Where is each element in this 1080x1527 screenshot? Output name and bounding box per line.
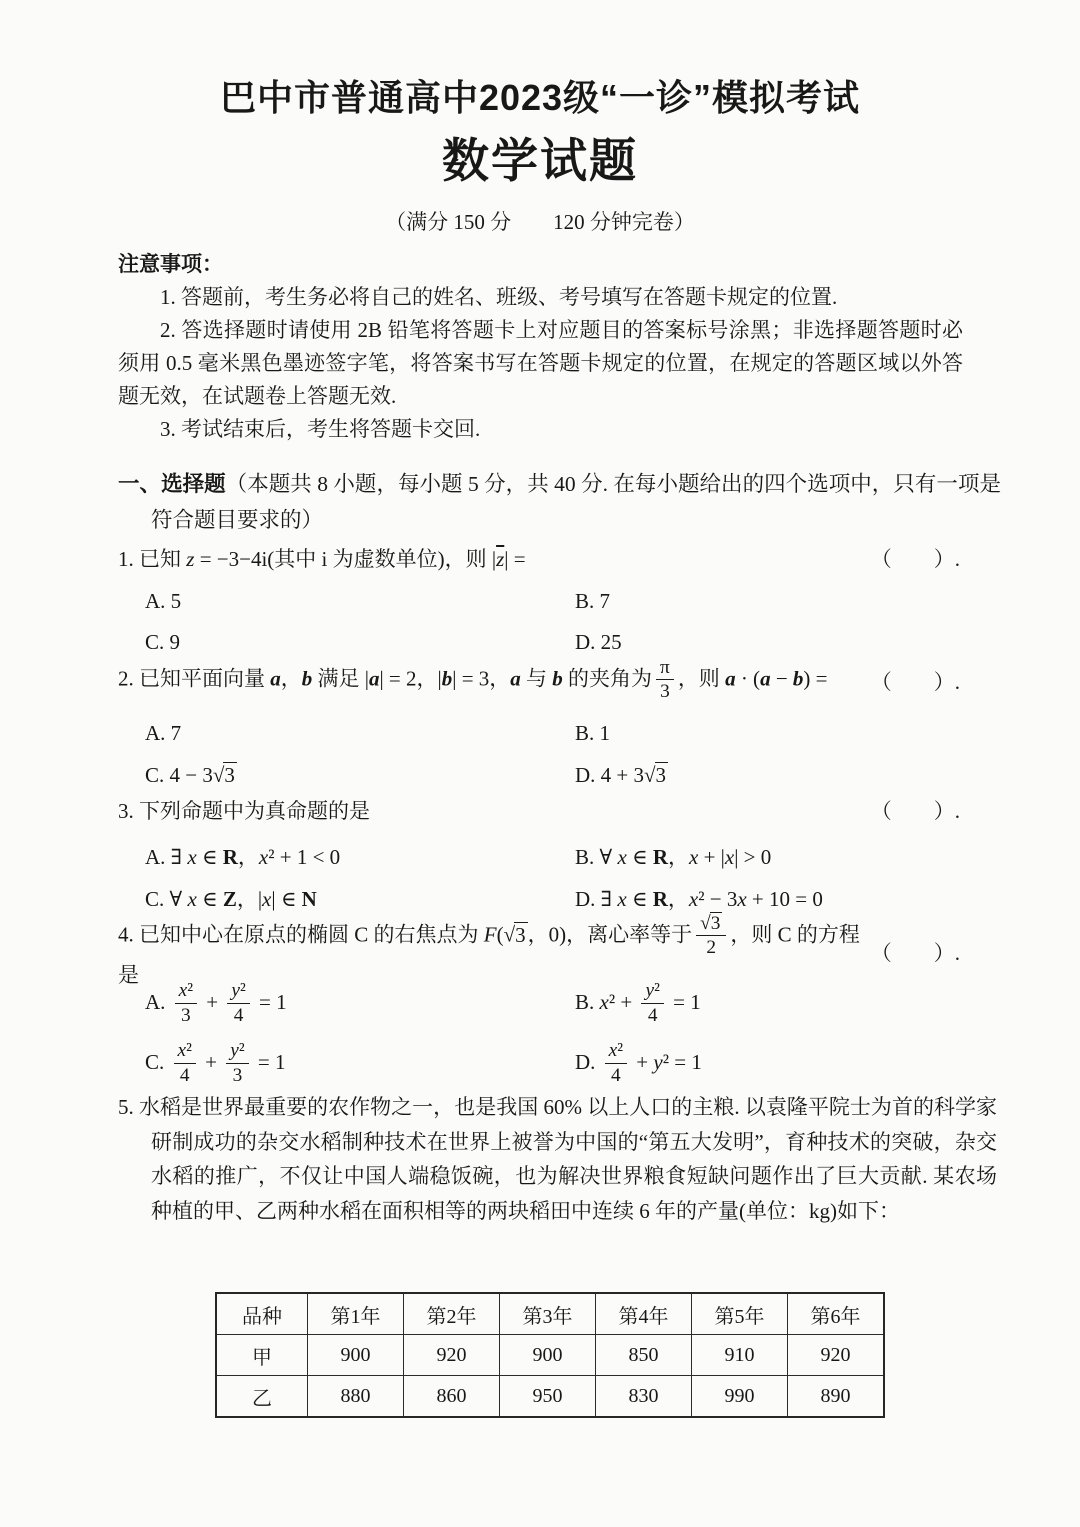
radical-icon: √ (644, 763, 655, 787)
question-3-option-d: D. ∃ x ∈ R，x² − 3x + 10 = 0 (575, 887, 823, 911)
table-header-cell: 第5年 (692, 1293, 788, 1335)
denominator: 3 (181, 1004, 191, 1026)
fraction (656, 657, 674, 702)
question-2-option-b: B. 1 (575, 721, 611, 745)
italic-variable: z (186, 547, 195, 571)
denominator: 4 (179, 1064, 190, 1086)
italic-variable: x (599, 990, 609, 1014)
question-4-option-d: D. $\frac{\text{x²}}{4}$ + y² = 1 (575, 1040, 702, 1086)
notice-item-3: 3. 考试结束后，考生将答题卡交回. (160, 417, 481, 441)
italic-variable: y (230, 1040, 239, 1062)
question-3-option-b: B. ∀ x ∈ R，x + |x| > 0 (575, 845, 772, 869)
question-1-option-a: A. 5 (145, 589, 182, 613)
question-4-option-a: A. $\frac{\text{x²}}{3}$ + $\frac{\text{y²}}{4}$ = 1 (145, 980, 287, 1026)
denominator: 3 (232, 1064, 243, 1086)
italic-variable: y (645, 980, 655, 1002)
notice-item-1: 1. 答题前，考生务必将自己的姓名、班级、考号填写在答题卡规定的位置. (160, 285, 838, 309)
question-3-option-a: A. ∃ x ∈ R，x² + 1 < 0 (145, 845, 341, 869)
question-1-option-c: C. 9 (145, 630, 181, 654)
question-2-answer-bracket: （ ）. (870, 669, 960, 694)
italic-variable: y (231, 980, 240, 1002)
denominator: 4 (233, 1004, 244, 1026)
vector-symbol: b (441, 666, 453, 691)
numerator: y² (227, 980, 249, 1003)
italic-variable: x (724, 845, 735, 869)
bold-set-symbol: R (652, 887, 668, 911)
question-2-stem (118, 658, 960, 703)
bold-set-symbol: Z (222, 887, 237, 911)
vector-symbol: b (552, 666, 563, 691)
question-1-text: 1. 已知 z = −3−4i(其中 i 为虚数单位)，则 $|\overline{z}|$ = (118, 547, 526, 571)
question-3-text: 3. 下列命题中为真命题的是 (118, 799, 370, 823)
radical-icon: √ (212, 763, 224, 787)
italic-variable: x (187, 845, 197, 869)
vector-symbol: a (725, 666, 736, 691)
italic-variable: x (258, 845, 269, 869)
bold-set-symbol: N (301, 887, 317, 911)
sqrt-expression (700, 912, 722, 934)
radicand: 3 (224, 763, 235, 787)
sqrt-expression (504, 922, 528, 947)
italic-variable: x (177, 1040, 187, 1062)
table-header-cell: 品种 (216, 1293, 308, 1335)
vector-symbol: a (510, 666, 521, 691)
table-row (216, 1376, 884, 1418)
table-cell: 910 (692, 1335, 788, 1376)
vector-symbol: a (368, 666, 380, 691)
question-1-answer-bracket: （ ）. (870, 547, 960, 571)
question-3-answer-bracket: （ ）. (870, 799, 960, 823)
table-header-cell: 第2年 (404, 1293, 500, 1335)
fraction (641, 980, 663, 1025)
bold-set-symbol: R (652, 845, 668, 869)
question-2-text: 2. 已知平面向量 a，b 满足 |a| = 2，|b| = 3，a 与 b 的夹角为 $\frac{\pi}{3}$ ，则 a · (a − b) = (118, 657, 828, 703)
table-header-row (216, 1293, 884, 1335)
italic-variable: x (688, 887, 699, 911)
table-cell: 950 (500, 1376, 596, 1418)
vector-symbol: a (760, 666, 771, 691)
table-cell: 乙 (216, 1376, 308, 1418)
exam-subject-title: 数学试题 (442, 134, 638, 187)
question-4-answer-bracket: （ ）. (870, 940, 960, 965)
italic-variable: x (617, 887, 627, 911)
radicand: 3 (710, 913, 721, 934)
question-2-option-d: D. 4 + 3√3 (575, 763, 667, 787)
italic-variable: x (608, 1040, 618, 1062)
table-header-cell: 第3年 (500, 1293, 596, 1335)
table-cell: 860 (404, 1376, 500, 1418)
fraction (605, 1040, 627, 1085)
notice-item-2: 2. 答选择题时请使用 2B 铅笔将答题卡上对应题目的答案标号涂黑；非选择题答题时必须用 0.5 毫米黑色墨迹签字笔，将答案书写在答题卡规定的位置，在规定的答题区域以外答题无效，在试题卷上答题无效. (118, 318, 963, 408)
denominator: 2 (706, 937, 717, 959)
table-cell: 900 (308, 1335, 404, 1376)
table-cell: 830 (596, 1376, 692, 1418)
numerator: x² (174, 1040, 196, 1063)
sqrt-expression (644, 762, 668, 787)
table-cell: 890 (788, 1376, 885, 1418)
italic-variable: x (688, 845, 699, 869)
fraction (696, 913, 726, 958)
radical-icon: √ (503, 922, 515, 947)
numerator: x² (605, 1040, 627, 1063)
radicand: 3 (515, 922, 526, 947)
italic-variable: x (187, 887, 197, 911)
italic-variable: x (178, 980, 188, 1002)
italic-variable: y (653, 1050, 663, 1074)
vector-symbol: b (301, 666, 313, 691)
question-3-options (145, 836, 963, 920)
exam-meta: （满分 150 分 120 分钟完卷） (385, 210, 695, 234)
exam-title: 巴中市普通高中2023级“一诊”模拟考试 (219, 77, 861, 118)
question-4-option-b: B. x² + $\frac{\text{y²}}{4}$ = 1 (575, 980, 701, 1026)
conjugate-symbol: $\overline{z}$ (496, 547, 505, 571)
table-cell: 920 (788, 1335, 885, 1376)
section-heading-bold: 一、选择题 (118, 472, 226, 496)
question-5-text: 5. 水稻是世界最重要的农作物之一，也是我国 60% 以上人口的主粮. 以袁隆平院士为首的科学家研制成功的杂交水稻制种技术在世界上被誉为中国的“第五大发明”，育种技术的突破，杂交水稻的推广，不仅让中国人端稳饭碗，也为解决世界粮食短缺问题作出了巨大贡献. 某农场种植的甲、乙两种水稻在面积相等的两块稻田中连续 6 年的产量(单位：kg)如下： (118, 1095, 997, 1223)
denominator: 4 (647, 1004, 658, 1026)
notice-heading: 注意事项： (118, 253, 223, 276)
question-1-option-d: D. 25 (575, 630, 622, 654)
numerator: π (656, 657, 674, 680)
fraction (226, 1040, 248, 1085)
question-2-options (145, 712, 963, 796)
section-heading-rest: （本题共 8 小题，每小题 5 分，共 40 分. 在每小题给出的四个选项中，只有一项是符合题目要求的） (151, 472, 1001, 532)
rice-yield-table (215, 1292, 885, 1418)
fraction (175, 980, 197, 1025)
italic-variable: x (737, 887, 747, 911)
italic-variable: x (617, 845, 627, 869)
table-cell: 920 (404, 1335, 500, 1376)
radical-icon: √ (700, 913, 710, 934)
question-1-options (145, 581, 963, 663)
numerator (696, 913, 726, 936)
fraction (227, 980, 249, 1025)
radicand: 3 (655, 763, 667, 787)
numerator: y² (641, 980, 663, 1003)
table-cell: 990 (692, 1376, 788, 1418)
table-row (216, 1335, 884, 1376)
notice-section (118, 248, 963, 446)
numerator: x² (175, 980, 197, 1003)
question-2-option-c: C. 4 − 3√3 (145, 763, 235, 787)
sqrt-expression (213, 762, 237, 787)
question-4-options (145, 972, 963, 1092)
table-cell: 900 (500, 1335, 596, 1376)
bold-set-symbol: R (222, 845, 238, 869)
question-2-option-a: A. 7 (145, 721, 182, 745)
question-1-option-b: B. 7 (575, 589, 611, 613)
question-4-option-c: C. $\frac{\text{x²}}{4}$ + $\frac{\text{y²}}{3}$ = 1 (145, 1040, 286, 1086)
question-3-stem (118, 795, 960, 825)
question-4-text: 4. 已知中心在原点的椭圆 C 的右焦点为 F(√3，0)，离心率等于 $\frac{√3}{2}$ ，则 C 的方程是 (118, 913, 860, 988)
table-cell: 880 (308, 1376, 404, 1418)
question-3-option-c: C. ∀ x ∈ Z，|x| ∈ N (145, 887, 317, 911)
denominator: 3 (660, 681, 670, 703)
numerator: y² (226, 1040, 248, 1063)
vector-symbol: a (270, 666, 281, 691)
question-1-stem (118, 543, 960, 573)
table-header-cell: 第4年 (596, 1293, 692, 1335)
section-heading (118, 466, 1001, 538)
vector-symbol: b (792, 666, 804, 691)
denominator: 4 (611, 1064, 621, 1086)
table-body (216, 1335, 884, 1418)
italic-variable: F (483, 922, 497, 947)
table-header-cell: 第1年 (308, 1293, 404, 1335)
table-cell: 850 (596, 1335, 692, 1376)
italic-variable: x (262, 887, 272, 911)
table-cell: 甲 (216, 1335, 308, 1376)
fraction (174, 1040, 196, 1085)
table-header-cell: 第6年 (788, 1293, 885, 1335)
